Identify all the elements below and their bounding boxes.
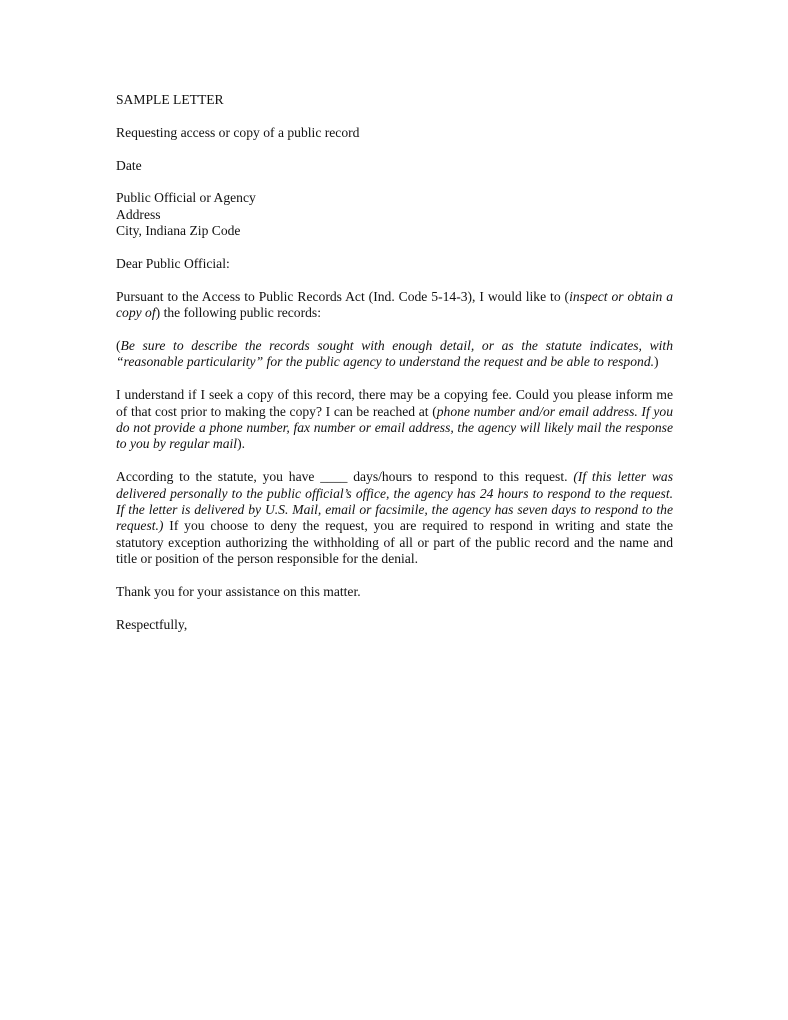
address-line-2: Address <box>116 206 161 222</box>
letter-subject: Requesting access or copy of a public record <box>116 124 360 140</box>
paragraph-request <box>116 289 673 322</box>
paragraph-request-text-2: ) the following public records: <box>155 305 321 321</box>
closing-thanks: Thank you for your assistance on this matter. <box>116 584 361 600</box>
letter-heading: SAMPLE LETTER <box>116 92 224 107</box>
recipient-address <box>116 190 673 239</box>
paragraph-instructions-open: ( <box>116 338 121 353</box>
paragraph-statute-text-1: According to the statute, you have ____ days/hours to respond to this request. <box>116 469 574 485</box>
paragraph-instructions-close: ) <box>654 354 659 370</box>
paragraph-request-text-1: Pursuant to the Access to Public Records Act (Ind. Code 5-14-3), I would like to ( <box>116 288 570 304</box>
paragraph-fee <box>116 387 673 453</box>
salutation: Dear Public Official: <box>116 256 230 271</box>
paragraph-statute-text-2: If you choose to deny the request, you are required to respond in writing and state the statutory exception authorizing the withholding of all or part of the public record and the name and title or position of the person responsible for the denial. <box>116 518 673 567</box>
paragraph-statute-italic: (If this letter was delivered personally to the public official’s office, the agency has 24 hours to respond to the request. If the letter is delivered by U.S. Mail, email or facsimile, the agency has seven days to respond to the request.) <box>116 469 673 534</box>
paragraph-fee-text-1: I understand if I seek a copy of this record, there may be a copying fee. Could you please inform me of that cost prior to making the copy? I can be reached at ( <box>116 387 673 419</box>
paragraph-fee-text-2: ). <box>237 436 246 452</box>
address-line-1: Public Official or Agency <box>116 190 256 206</box>
paragraph-request-italic: inspect or obtain a copy of <box>116 288 673 321</box>
letter-date: Date <box>116 157 142 173</box>
address-line-3: City, Indiana Zip Code <box>116 223 241 239</box>
paragraph-statute <box>116 469 673 567</box>
letter-page <box>116 92 673 650</box>
paragraph-fee-italic: phone number and/or email address. If you do not provide a phone number, fax number or email address, the agency will likely mail the response to you by regular mail <box>116 403 673 452</box>
paragraph-instructions-italic: Be sure to describe the records sought with enough detail, or as the statute indicates, with “reasonable particularity” for the public agency to understand the request and be able to respond. <box>116 338 673 370</box>
signoff: Respectfully, <box>116 616 188 632</box>
paragraph-instructions <box>116 338 673 371</box>
